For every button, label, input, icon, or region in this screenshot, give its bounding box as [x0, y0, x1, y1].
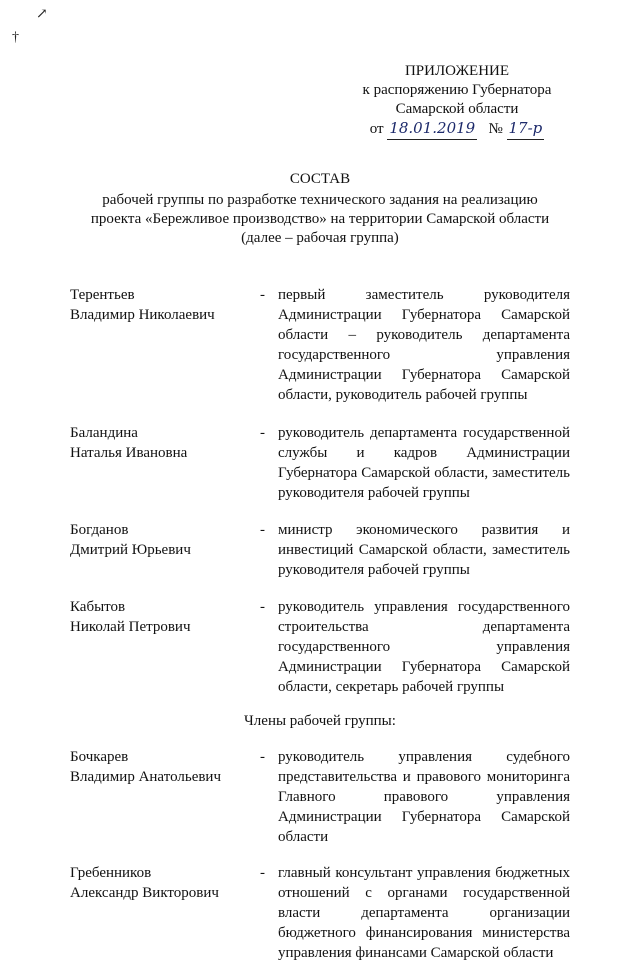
- member-given-names: Николай Петрович: [70, 619, 191, 635]
- list-item: [70, 863, 570, 963]
- member-given-names: Наталья Ивановна: [70, 445, 188, 461]
- dash: -: [260, 749, 265, 765]
- member-role: министр экономического развития и инвестиций Самарской области, заместитель руководителя рабочей группы: [278, 522, 570, 578]
- from-prefix: от: [369, 121, 384, 137]
- member-role: первый заместитель руководителя Администрации Губернатора Самарской области – руководитель департамента государственного управления Администрации Губернатора Самарской области, руководитель рабочей группы: [278, 287, 570, 403]
- appendix-line-2: Самарской области: [395, 101, 519, 117]
- appendix-line-1: к распоряжению Губернатора: [362, 82, 552, 98]
- member-name: [70, 747, 250, 787]
- scan-mark: ↗: [36, 7, 48, 22]
- member-role: руководитель департамента государственной службы и кадров Администрации Губернатора Самарской области, заместитель руководителя рабочей группы: [278, 425, 570, 501]
- member-surname: Терентьев: [70, 287, 135, 303]
- member-surname: Гребенников: [70, 865, 152, 881]
- member-surname: Богданов: [70, 522, 129, 538]
- list-item: [70, 520, 570, 580]
- appendix-title: ПРИЛОЖЕНИЕ: [404, 63, 510, 79]
- date-handwritten: 18.01.2019: [389, 119, 476, 137]
- member-role: руководитель управления государственного строительства департамента государственного управления Администрации Губернатора Самарской области, секретарь рабочей группы: [278, 599, 570, 695]
- number-prefix: №: [488, 121, 503, 137]
- list-item: [70, 747, 570, 847]
- date-field: [387, 119, 477, 140]
- member-name: [70, 597, 250, 637]
- member-given-names: Александр Викторович: [70, 885, 219, 901]
- appendix-block: [352, 62, 562, 141]
- member-name: [70, 423, 250, 463]
- member-surname: Кабытов: [70, 599, 126, 615]
- number-handwritten: 17-р: [508, 119, 543, 137]
- member-surname: Баландина: [70, 425, 138, 441]
- title-line-3: (далее – рабочая группа): [241, 230, 399, 246]
- dash: -: [260, 599, 265, 615]
- dash: -: [260, 425, 265, 441]
- member-given-names: Дмитрий Юрьевич: [70, 542, 191, 558]
- member-surname: Бочкарев: [70, 749, 129, 765]
- scan-mark: †: [12, 30, 19, 45]
- member-name: [70, 520, 250, 560]
- members-heading: Члены рабочей группы:: [244, 713, 396, 729]
- list-item: [70, 597, 570, 697]
- member-name: [70, 285, 250, 325]
- composition-list: [70, 285, 570, 963]
- member-given-names: Владимир Анатольевич: [70, 769, 222, 785]
- document-title-block: [40, 170, 600, 248]
- member-role: руководитель управления судебного представительства и правового мониторинга Главного правового управления Администрации Губернатора Самарской области: [278, 749, 570, 845]
- dash: -: [260, 865, 265, 881]
- dash: -: [260, 287, 265, 303]
- member-name: [70, 863, 250, 903]
- title-line-2: проекта «Бережливое производство» на территории Самарской области: [90, 211, 550, 227]
- number-field: [507, 119, 545, 140]
- title-line-1: рабочей группы по разработке технического задания на реализацию: [102, 192, 538, 208]
- member-role: главный консультант управления бюджетных отношений с органами государственной власти департамента организации бюджетного финансирования министерства управления финансами Самарской области: [278, 865, 570, 961]
- list-item: [70, 423, 570, 503]
- document-heading: СОСТАВ: [289, 171, 351, 187]
- member-given-names: Владимир Николаевич: [70, 307, 215, 323]
- dash: -: [260, 522, 265, 538]
- appendix-reference: [352, 119, 562, 141]
- list-item: [70, 285, 570, 405]
